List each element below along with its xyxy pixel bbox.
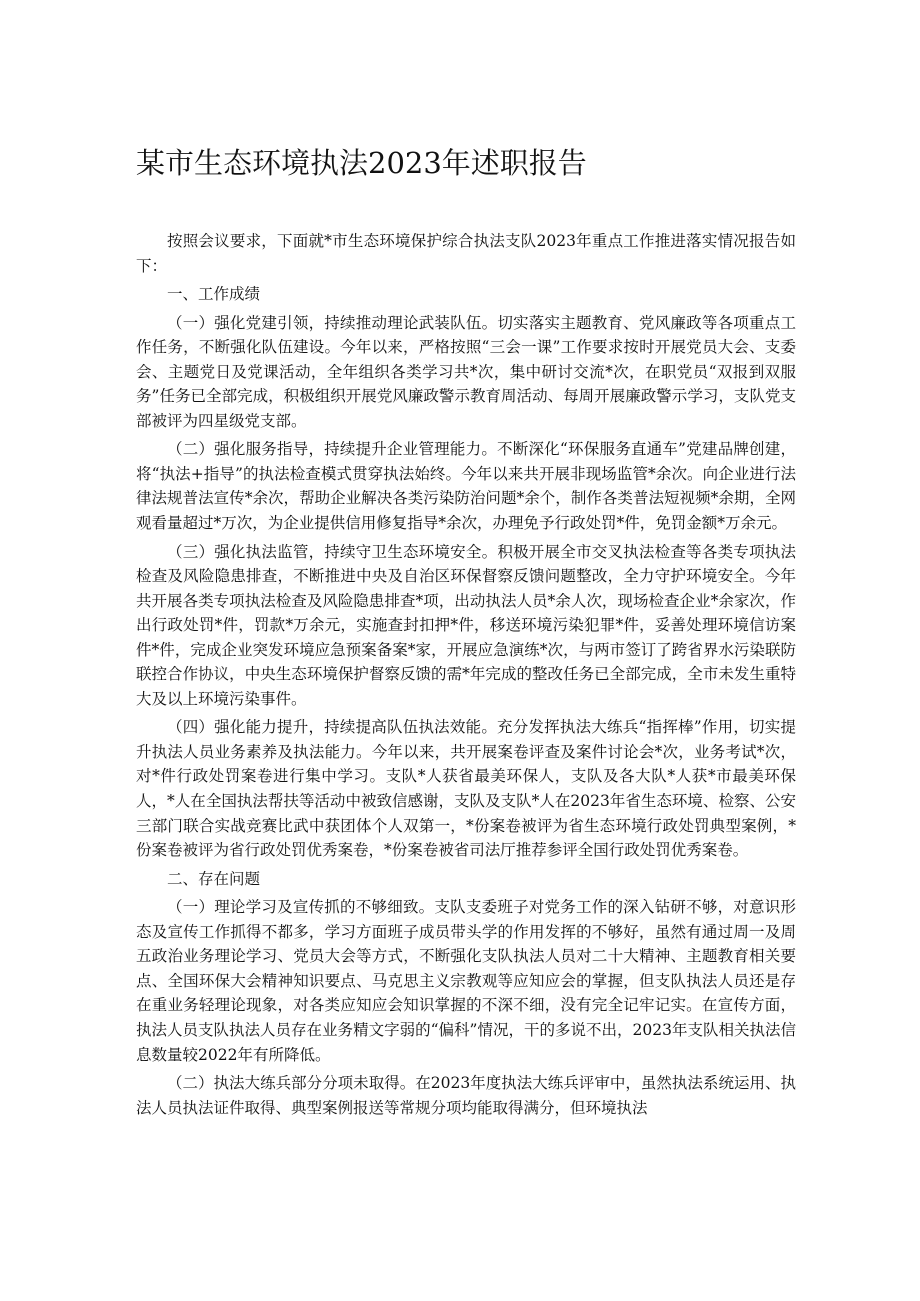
section-heading: 二、存在问题 [167, 869, 261, 888]
intro-paragraph: 按照会议要求，下面就*市生态环境保护综合执法支队2023年重点工作推进落实情况报告如下： [136, 232, 796, 275]
document-body [136, 229, 796, 1120]
body-paragraph: （三）强化执法监管，持续守卫生态环境安全。积极开展全市交叉执法检查等各类专项执法检查及风险隐患排查，不断推进中央及自治区环保督察反馈问题整改，全力守护环境安全。今年共开展各类专项执法检查及风险隐患排查*项，出动执法人员*余人次，现场检查企业*余家次，作出行政处罚*件，罚款*万余元，实施查封扣押*件，移送环境污染犯罪*件，妥善处理环境信访案件*件，完成企业突发环境应急预案备案*家，开展应急演练*次，与两市签订了跨省界水污染联防联控合作协议，中央生态环境保护督察反馈的需*年完成的整改任务已全部完成，全市未发生重特大及以上环境污染事件。 [136, 542, 796, 708]
document-title: 某市生态环境执法2023年述职报告 [136, 146, 587, 180]
body-paragraph: （一）强化党建引领，持续推动理论武装队伍。切实落实主题教育、党风廉政等各项重点工作任务，不断强化队伍建设。今年以来，严格按照“三会一课”工作要求按时开展党员大会、支委会、主题党日及党课活动，全年组织各类学习共*次，集中研讨交流*次，在职党员“双报到双服务”任务已全部完成，积极组织开展党风廉政警示教育周活动、每周开展廉政警示学习，支队党支部被评为四星级党支部。 [136, 313, 796, 430]
body-paragraph: （二）强化服务指导，持续提升企业管理能力。不断深化“环保服务直通车”党建品牌创建，将“执法+指导”的执法检查模式贯穿执法始终。今年以来共开展非现场监管*余次。向企业进行法律法规普法宣传*余次，帮助企业解决各类污染防治问题*余个，制作各类普法短视频*余期，全网观看量超过*万次，为企业提供信用修复指导*余次，办理免予行政处罚*件，免罚金额*万余元。 [136, 440, 796, 533]
section-heading: 一、工作成绩 [167, 285, 261, 304]
body-paragraph: （一）理论学习及宣传抓的不够细致。支队支委班子对党务工作的深入钻研不够，对意识形态及宣传工作抓得不都多，学习方面班子成员带头学的作用发挥的不够好，虽然有通过周一及周五政治业务理论学习、党员大会等方式，不断强化支队执法人员对二十大精神、主题教育相关要点、全国环保大会精神知识要点、马克思主义宗教观等应知应会的掌握，但支队执法人员还是存在重业务轻理论现象，对各类应知应会知识掌握的不深不细，没有完全记牢记实。在宣传方面，执法人员支队执法人员存在业务精文字弱的“偏科”情况，干的多说不出，2023年支队相关执法信息数量较2022年有所降低。 [136, 898, 796, 1064]
body-paragraph: （二）执法大练兵部分分项未取得。在2023年度执法大练兵评审中，虽然执法系统运用、执法人员执法证件取得、典型案例报送等常规分项均能取得满分，但环境执法 [136, 1074, 796, 1117]
body-paragraph: （四）强化能力提升，持续提高队伍执法效能。充分发挥执法大练兵“指挥棒”作用，切实提升执法人员业务素养及执法能力。今年以来，共开展案卷评查及案件讨论会*次，业务考试*次，对*件行政处罚案卷进行集中学习。支队*人获省最美环保人，支队及各大队*人获*市最美环保人，*人在全国执法帮扶等活动中被致信感谢，支队及支队*人在2023年省生态环境、检察、公安三部门联合实战竞赛比武中获团体个人双第一，*份案卷被评为省生态环境行政处罚典型案例，*份案卷被评为省行政处罚优秀案卷，*份案卷被省司法厅推荐参评全国行政处罚优秀案卷。 [136, 718, 796, 860]
